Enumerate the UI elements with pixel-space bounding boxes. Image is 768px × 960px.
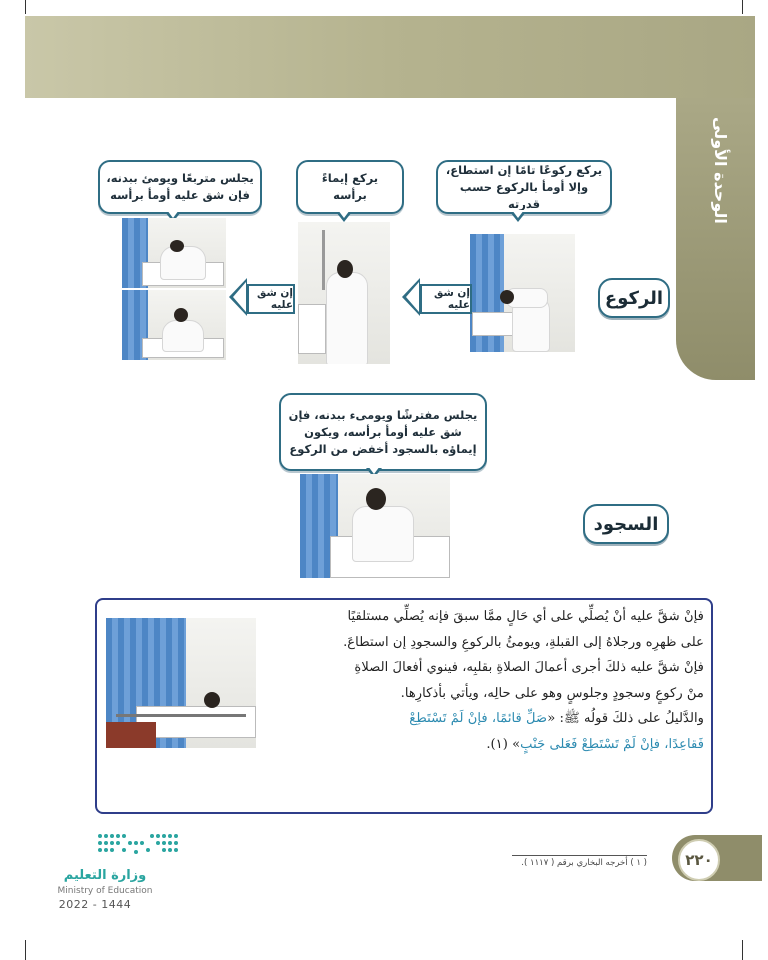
bubble-tail <box>336 212 352 222</box>
bubble-tail <box>510 212 526 222</box>
unit-label: الوحدة الأولى <box>711 116 730 224</box>
para-line <box>258 706 704 732</box>
para-line <box>258 732 704 758</box>
photo-gesture-standing <box>298 222 390 364</box>
para-text: والدَّليلُ على ذلكَ قولُه ﷺ: « <box>547 711 704 726</box>
crop-mark <box>742 940 743 960</box>
para-line: فإنْ شقَّ عليه أنْ يُصلِّي على أي حَالٍ ممَّا سبقَ فإنه يُصلِّي مستلقيًا <box>347 609 704 624</box>
photo-bowing-standing <box>470 234 575 352</box>
header-band <box>25 16 755 98</box>
photo-sitting-bottom <box>122 290 226 360</box>
edition-year: 2022 - 1444 <box>58 898 132 911</box>
footnote-rule <box>512 855 647 856</box>
para-line: فإنْ شقَّ عليه ذلكَ أجرى أعمالَ الصلاةِ بقلبِه، فينوي أفعالَ الصلاةِ <box>354 660 704 675</box>
crop-mark <box>25 940 26 960</box>
arrow-if-difficult: إن شق عليه <box>420 284 472 314</box>
bubble-rukoo-gesture: يركع إيماءً برأسه <box>296 160 404 214</box>
bubble-sujood: يجلس مفترشًا ويومىء ببدنه، فإن شق عليه أومأ برأسه، ويكون إيماؤه بالسجود أخفض من الركوع <box>279 393 487 471</box>
para-text: » (١). <box>486 736 521 752</box>
body-paragraph <box>258 604 704 757</box>
arrow-head <box>402 278 420 316</box>
photo-sitting-top <box>122 218 226 288</box>
arrow-if-difficult: إن شق عليه <box>247 284 295 314</box>
page-number: ٢٢٠ <box>678 839 720 881</box>
hadith-quote: صَلِّ قائمًا، فإنْ لَمْ تَسْتَطِعْ <box>409 711 548 726</box>
para-line: منْ ركوعٍ وسجودٍ وجلوسٍ وهو على حالِه، ويأتي بأذكارِها. <box>400 685 704 701</box>
bubble-rukoo-sitting: يجلس متربعًا ويومئ ببدنه، فإن شق عليه أومأ برأسه <box>98 160 262 214</box>
para-line: على ظهرِه ورجلاهُ إلى القبلةِ، ويومئُ بالركوعِ والسجودِ إن استطاعَ. <box>343 634 704 650</box>
footnote: ( ١ ) أخرجه البخاري برقم ( ١١١٧ ). <box>521 858 647 868</box>
ministry-logo-icon <box>96 830 178 858</box>
ministry-name-arabic: وزارة التعليم <box>63 868 147 883</box>
ministry-name-english: Ministry of Education <box>57 886 153 896</box>
crop-mark <box>742 0 743 14</box>
arrow-head <box>229 278 247 316</box>
photo-sujood-sitting <box>300 474 450 578</box>
bubble-rukoo-full: يركع ركوعًا تامًا إن استطاع، وإلا أومأ بالركوع حسب قدرته <box>436 160 612 214</box>
section-title-rukoo: الركوع <box>598 278 670 318</box>
hadith-quote: فَقاعِدًا، فإنْ لَمْ تَسْتَطِعْ فَعَلى جَنْبٍ <box>520 736 704 752</box>
photo-lying-in-bed <box>106 618 256 748</box>
section-title-sujood: السجود <box>583 504 669 544</box>
crop-mark <box>25 0 26 14</box>
